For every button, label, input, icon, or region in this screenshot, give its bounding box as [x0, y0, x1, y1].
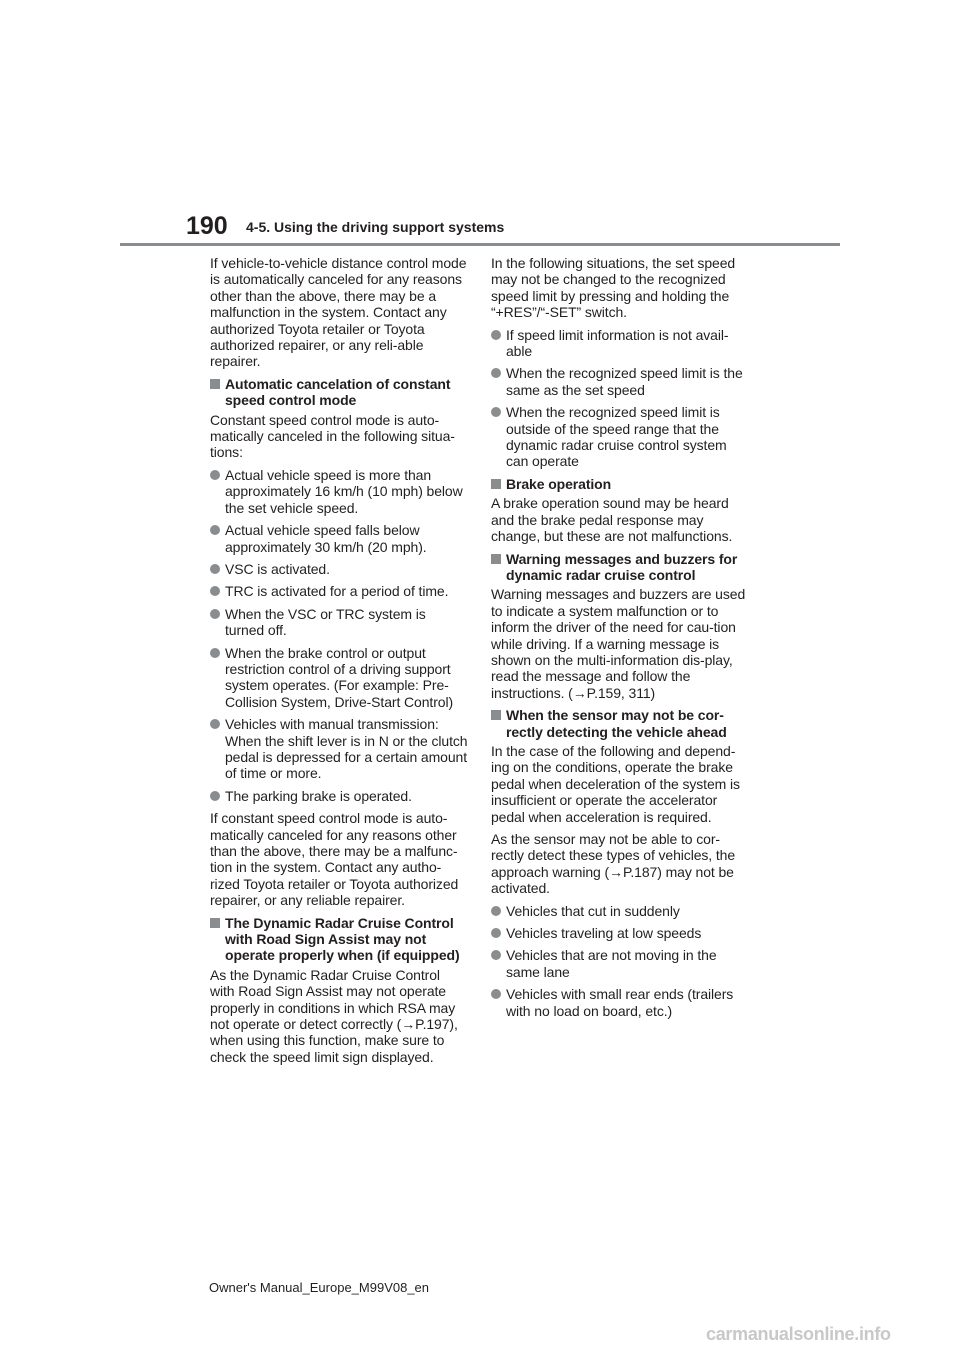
circle-bullet-icon — [210, 648, 220, 658]
bullet-text: VSC is activated. — [225, 560, 330, 577]
square-bullet-icon — [210, 918, 220, 928]
paragraph — [210, 412, 468, 461]
section-heading — [210, 376, 468, 409]
bullet-text: When the brake control or output restriction control of a driving support system operates. (For example: Pre-Collision System, Drive-Start Control) — [225, 644, 454, 710]
bullet-text: Actual vehicle speed falls below approximately 30 km/h (20 mph). — [225, 522, 427, 555]
paragraph-text: In the following situations, the set speed may not be changed to the recognized speed limit by pressing and holding the “+RES”/“-SET” switch. — [491, 255, 736, 321]
circle-bullet-icon — [210, 791, 220, 801]
header-rule — [120, 243, 840, 246]
circle-bullet-icon — [491, 330, 501, 340]
bullet-text: The parking brake is operated. — [225, 787, 412, 804]
paragraph — [210, 967, 468, 1065]
heading-text: Automatic cancelation of constant speed control mode — [225, 375, 451, 409]
bullet-item — [491, 365, 749, 398]
heading-text: Brake operation — [506, 475, 612, 492]
bullet-text: When the recognized speed limit is outside of the speed range that the dynamic radar cruise control system can operate — [506, 404, 727, 470]
circle-bullet-icon — [210, 609, 220, 619]
circle-bullet-icon — [210, 470, 220, 480]
right-column — [491, 255, 749, 1025]
square-bullet-icon — [491, 479, 501, 489]
bullet-text: Vehicles traveling at low speeds — [506, 925, 702, 942]
bullet-item — [210, 561, 468, 577]
bullet-item — [491, 903, 749, 919]
bullet-item — [491, 947, 749, 980]
paragraph-text: Warning messages and buzzers are used to indicate a system malfunction or to inform the driver of the need for cau-tion while driving. If a warning message is shown on the multi-information dis-play, read the message and follow the instructions. (→P.159, 311) — [491, 586, 746, 701]
bullet-text: If speed limit information is not avail-able — [506, 326, 729, 360]
section-heading — [491, 476, 749, 492]
paragraph-text: As the Dynamic Radar Cruise Control with Road Sign Assist may not operate properly in conditions in which RSA may not operate or detect correctly (→P.197), when using this function, make sure to check the speed limit sign displayed. — [210, 966, 458, 1065]
bullet-item — [491, 925, 749, 941]
circle-bullet-icon — [491, 989, 501, 999]
bullet-text: When the VSC or TRC system is turned off. — [225, 605, 426, 639]
circle-bullet-icon — [210, 719, 220, 729]
circle-bullet-icon — [210, 586, 220, 596]
bullet-item — [210, 788, 468, 804]
circle-bullet-icon — [491, 928, 501, 938]
circle-bullet-icon — [491, 950, 501, 960]
paragraph — [210, 255, 468, 370]
circle-bullet-icon — [210, 525, 220, 535]
paragraph — [491, 495, 749, 544]
circle-bullet-icon — [491, 407, 501, 417]
paragraph-text: If constant speed control mode is auto-matically canceled for any reasons other than the above, there may be a malfunc-tion in the system. Contact any autho-rized Toyota retailer or Toyota authorized repairer, or any reliable repairer. — [210, 810, 459, 909]
bullet-text: Vehicles that cut in suddenly — [506, 902, 680, 919]
paragraph-text: Constant speed control mode is auto-matically canceled in the following situa-tions: — [210, 411, 455, 461]
square-bullet-icon — [491, 554, 501, 564]
page-number: 190 — [186, 212, 228, 240]
bullet-item — [210, 716, 468, 782]
paragraph-text: If vehicle-to-vehicle distance control mode is automatically canceled for any reasons other than the above, there may be a malfunction in the system. Contact any authorized Toyota retailer or Toyota authorized repairer, or any reli-able repairer. — [210, 255, 467, 370]
bullet-item — [210, 522, 468, 555]
paragraph-text: A brake operation sound may be heard and the brake pedal response may change, but these are not malfunctions. — [491, 495, 733, 545]
paragraph — [210, 810, 468, 908]
section-heading — [491, 551, 749, 584]
paragraph-text: As the sensor may not be able to cor-rectly detect these types of vehicles, the approach warning (→P.187) may not be activated. — [491, 831, 736, 897]
square-bullet-icon — [491, 710, 501, 720]
section-title: 4-5. Using the driving support systems — [246, 219, 505, 235]
bullet-text: Actual vehicle speed is more than approximately 16 km/h (10 mph) below the set vehicle speed. — [225, 466, 463, 516]
manual-name: Owner's Manual_Europe_M99V08_en — [209, 1280, 430, 1295]
bullet-item — [491, 327, 749, 360]
paragraph — [491, 831, 749, 897]
circle-bullet-icon — [491, 368, 501, 378]
bullet-item — [491, 404, 749, 470]
heading-text: The Dynamic Radar Cruise Control with Road Sign Assist may not operate properly when (if equipped) — [225, 914, 460, 964]
circle-bullet-icon — [491, 906, 501, 916]
circle-bullet-icon — [210, 564, 220, 574]
paragraph — [491, 743, 749, 825]
paragraph — [491, 255, 749, 321]
bullet-item — [491, 986, 749, 1019]
watermark[interactable]: carmanualsonline.info — [706, 1324, 891, 1344]
heading-text: Warning messages and buzzers for dynamic radar cruise control — [506, 550, 738, 583]
bullet-item — [210, 606, 468, 639]
bullet-text: TRC is activated for a period of time. — [225, 583, 449, 600]
bullet-text: Vehicles with manual transmission: When the shift lever is in N or the clutch pedal is depressed for a certain amount of time or more. — [225, 716, 468, 782]
bullet-item — [210, 583, 468, 599]
paragraph-text: In the case of the following and depend-ing on the conditions, operate the brake pedal when deceleration of the system is insufficient or operate the accelerator pedal when acceleration is required. — [491, 742, 740, 825]
left-column — [210, 255, 468, 1071]
bullet-item — [210, 645, 468, 711]
square-bullet-icon — [210, 379, 220, 389]
paragraph — [491, 586, 749, 701]
bullet-item — [210, 467, 468, 516]
bullet-text: Vehicles with small rear ends (trailers with no load on board, etc.) — [506, 986, 734, 1019]
section-heading — [491, 707, 749, 740]
section-heading — [210, 915, 468, 964]
bullet-text: Vehicles that are not moving in the same lane — [506, 947, 717, 980]
heading-text: When the sensor may not be cor-rectly detecting the vehicle ahead — [506, 707, 727, 740]
bullet-text: When the recognized speed limit is the same as the set speed — [506, 365, 743, 398]
